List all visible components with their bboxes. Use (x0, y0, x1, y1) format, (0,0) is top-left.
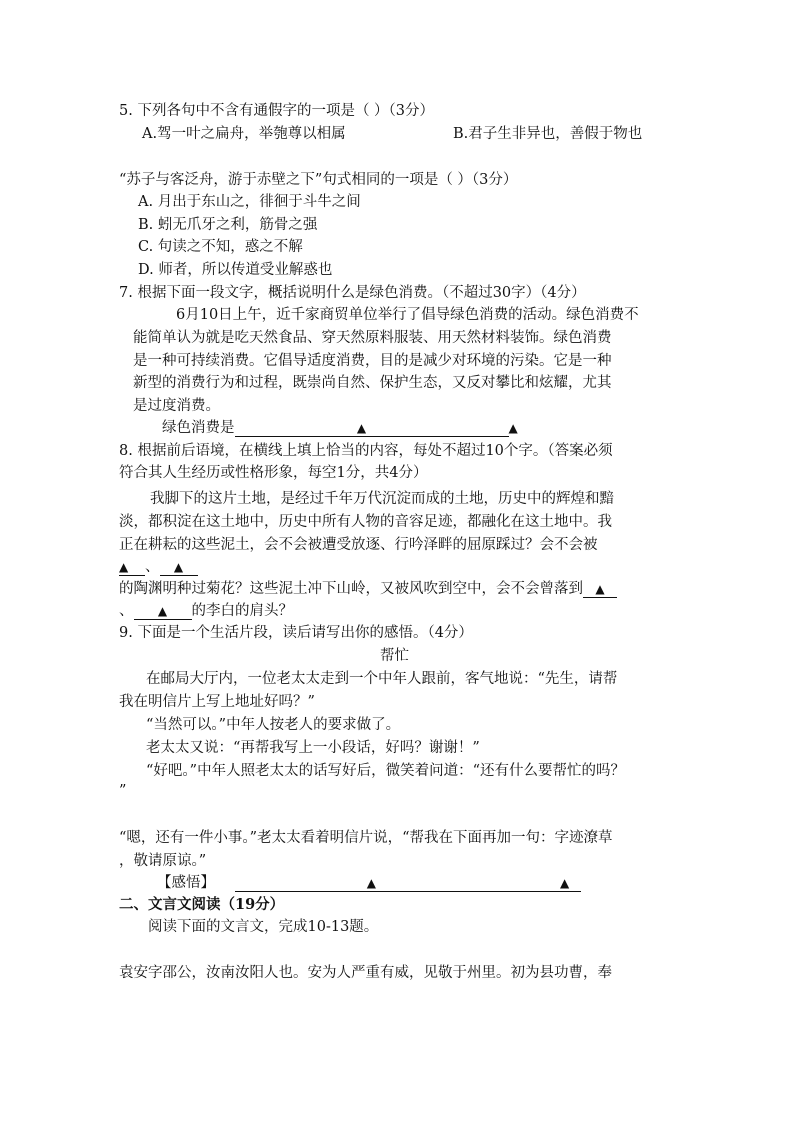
q8-para-line (119, 601, 293, 621)
q8-para-line (119, 579, 617, 599)
q7-para-line: 是一种可持续消费。它倡导适度消费，目的是减少对环境的污染。它是一种 (133, 353, 612, 369)
q8-blank-line (119, 557, 198, 577)
q9-answer-line (157, 873, 581, 893)
q9-answer-label: 【感悟】 (157, 875, 215, 891)
answer-marker-icon: ▲ (157, 604, 168, 618)
q9-para-line: “嗯，还有一件小事。”老太太看着明信片说，“帮我在下面再加一句：字迹潦草 (119, 830, 613, 846)
q8-blank-3[interactable] (583, 582, 617, 598)
q9-answer-blank[interactable] (235, 876, 581, 892)
q9-para-line: “好吧。”中年人照老太太的话写好后，微笑着问道：“还有什么要帮忙的吗？ (146, 763, 625, 779)
q7-para-line: 能简单认为就是吃天然食品、穿天然原料服装、用天然材料装饰。绿色消费 (133, 330, 612, 346)
q8-blank-1[interactable] (119, 560, 145, 576)
q7-answer-label: 绿色消费是 (162, 420, 235, 436)
q9-para-line: 我在明信片上写上地址好吗？” (119, 694, 315, 710)
q8-para-text: 的陶渊明种过菊花？这些泥土冲下山岭，又被风吹到空中，会不会曾落到 (119, 581, 583, 597)
answer-marker-icon: ▲ (508, 421, 518, 435)
answer-marker-icon: ▲ (119, 560, 129, 574)
classical-text-line: 袁安字邵公，汝南汝阳人也。安为人严重有威，见敬于州里。初为县功曹，奉 (119, 965, 612, 981)
q6-option-b: B. 蚓无爪牙之利，筋骨之强 (138, 217, 318, 233)
q7-para-line: 新型的消费行为和过程，既崇尚自然、保护生态，又反对攀比和炫耀，尤其 (133, 375, 612, 391)
q8-stem: 8. 根据前后语境，在横线上填上恰当的内容，每处不超过10个字。（答案必须 (119, 443, 613, 459)
q5-option-b: B.君子生非异也，善假于物也 (453, 126, 643, 142)
answer-marker-icon: ▲ (560, 876, 570, 890)
q8-para-text: 的李白的肩头？ (191, 603, 293, 619)
q8-para-line: 我脚下的这片土地，是经过千年万代沉淀而成的土地，历史中的辉煌和黯 (150, 491, 614, 507)
q8-separator: 、 (145, 559, 160, 575)
q9-para-line: ，敬请原谅。” (119, 853, 207, 869)
q8-para-line: 淡，都积淀在这土地中，历史中所有人物的音容足迹，都融化在这土地中。我 (119, 514, 612, 530)
q6-stem: “苏子与客泛舟，游于赤壁之下”句式相同的一项是（ ）（3分） (119, 172, 518, 188)
q9-para-line: 在邮局大厅内，一位老太太走到一个中年人跟前，客气地说：“先生，请帮 (146, 671, 618, 687)
q8-blank-2[interactable] (160, 560, 198, 576)
q9-para-line: “当然可以。”中年人按老人的要求做了。 (146, 717, 401, 733)
q6-option-a: A. 月出于东山之，徘徊于斗牛之间 (138, 194, 361, 210)
q5-option-a: A.驾一叶之扁舟，举匏尊以相属 (142, 126, 346, 142)
q9-stem: 9. 下面是一个生活片段，读后请写出你的感悟。（4分） (119, 625, 473, 641)
q6-option-c: C. 句读之不知，惑之不解 (138, 239, 303, 255)
q8-blank-4[interactable] (134, 604, 192, 620)
q7-answer-line (162, 418, 518, 438)
q7-para-line: 6月10日上午，近千家商贸单位举行了倡导绿色消费的活动。绿色消费不 (176, 307, 639, 323)
answer-marker-icon: ▲ (366, 876, 376, 890)
q9-title: 帮忙 (380, 648, 409, 664)
q7-stem: 7. 根据下面一段文字，概括说明什么是绿色消费。（不超过30字）（4分） (119, 285, 586, 301)
q8-para-line: 正在耕耘的这些泥土，会不会被遭受放逐、行吟泽畔的屈原踩过？会不会被 (119, 537, 598, 553)
q9-para-line: 老太太又说：“再帮我写上一小段话，好吗？谢谢！” (146, 740, 480, 756)
answer-marker-icon: ▲ (356, 421, 367, 435)
q5-stem: 5. 下列各句中不含有通假字的一项是（ ）（3分） (119, 103, 435, 119)
q7-para-line: 是过度消费。 (133, 398, 220, 414)
q7-answer-blank[interactable] (235, 421, 509, 437)
q9-para-line: ” (119, 783, 127, 799)
answer-marker-icon: ▲ (173, 560, 184, 574)
section-intro: 阅读下面的文言文，完成10-13题。 (148, 919, 379, 935)
section-heading: 二、文言文阅读（19分） (119, 896, 285, 913)
answer-marker-icon: ▲ (595, 582, 605, 596)
q8-stem: 符合其人生经历或性格形象，每空1分，共4分） (119, 465, 428, 481)
q8-separator: 、 (119, 603, 134, 619)
q6-option-d: D. 师者，所以传道受业解惑也 (138, 262, 333, 278)
